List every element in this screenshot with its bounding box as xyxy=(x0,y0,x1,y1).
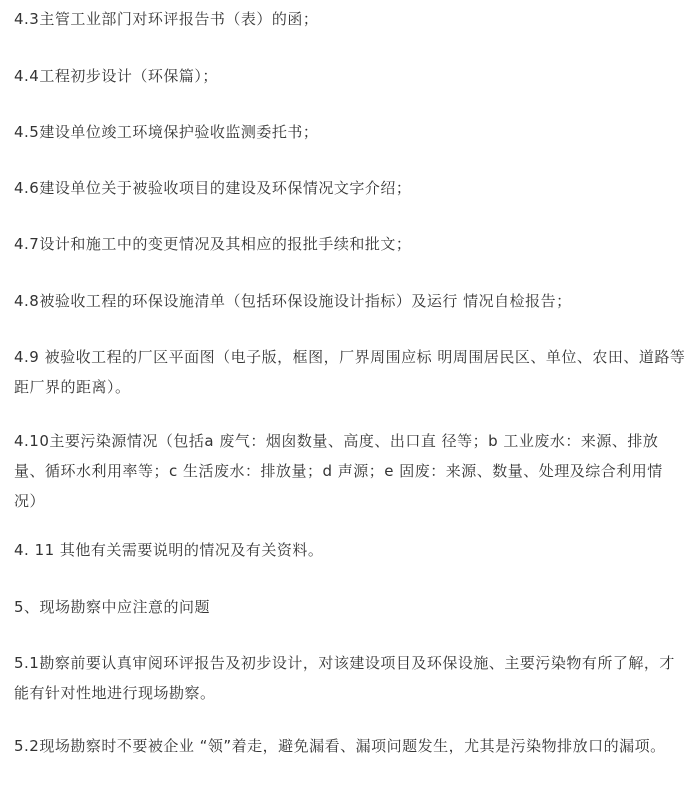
section-heading-5: 5、现场勘察中应注意的问题 xyxy=(14,598,211,616)
paragraph-4-5: 4.5建设单位竣工环境保护验收监测委托书； xyxy=(14,123,319,141)
paragraph-5-1: 5.1勘察前要认真审阅环评报告及初步设计，对该建设项目及环保设施、主要污染物有所了解，才能有针对性地进行现场勘察。 xyxy=(14,654,675,702)
paragraph-4-9: 4.9 被验收工程的厂区平面图（电子版，框图，厂界周围应标 明周围居民区、单位、农田、道路等距厂界的距离）。 xyxy=(14,348,686,396)
paragraph-5-2: 5.2现场勘察时不要被企业 “领”着走，避免漏看、漏项问题发生，尤其是污染物排放口的漏项。 xyxy=(14,737,666,755)
paragraph-4-6: 4.6建设单位关于被验收项目的建设及环保情况文字介绍； xyxy=(14,179,412,197)
paragraph-4-11: 4. 11 其他有关需要说明的情况及有关资料。 xyxy=(14,541,324,559)
paragraph-4-4: 4.4工程初步设计（环保篇）； xyxy=(14,67,218,85)
paragraph-4-10: 4.10主要污染源情况（包括a 废气：烟囱数量、高度、出口直 径等；b 工业废水：来源、排放量、循环水利用率等；c 生活废水：排放量；d 声源；e 固废：来源、数量、处理及综合利用情况） xyxy=(14,432,663,510)
paragraph-4-3: 4.3主管工业部门对环评报告书（表）的函； xyxy=(14,10,319,28)
paragraph-4-8: 4.8被验收工程的环保设施清单（包括环保设施设计指标）及运行 情况自检报告； xyxy=(14,292,572,310)
paragraph-4-7: 4.7设计和施工中的变更情况及其相应的报批手续和批文； xyxy=(14,235,412,253)
